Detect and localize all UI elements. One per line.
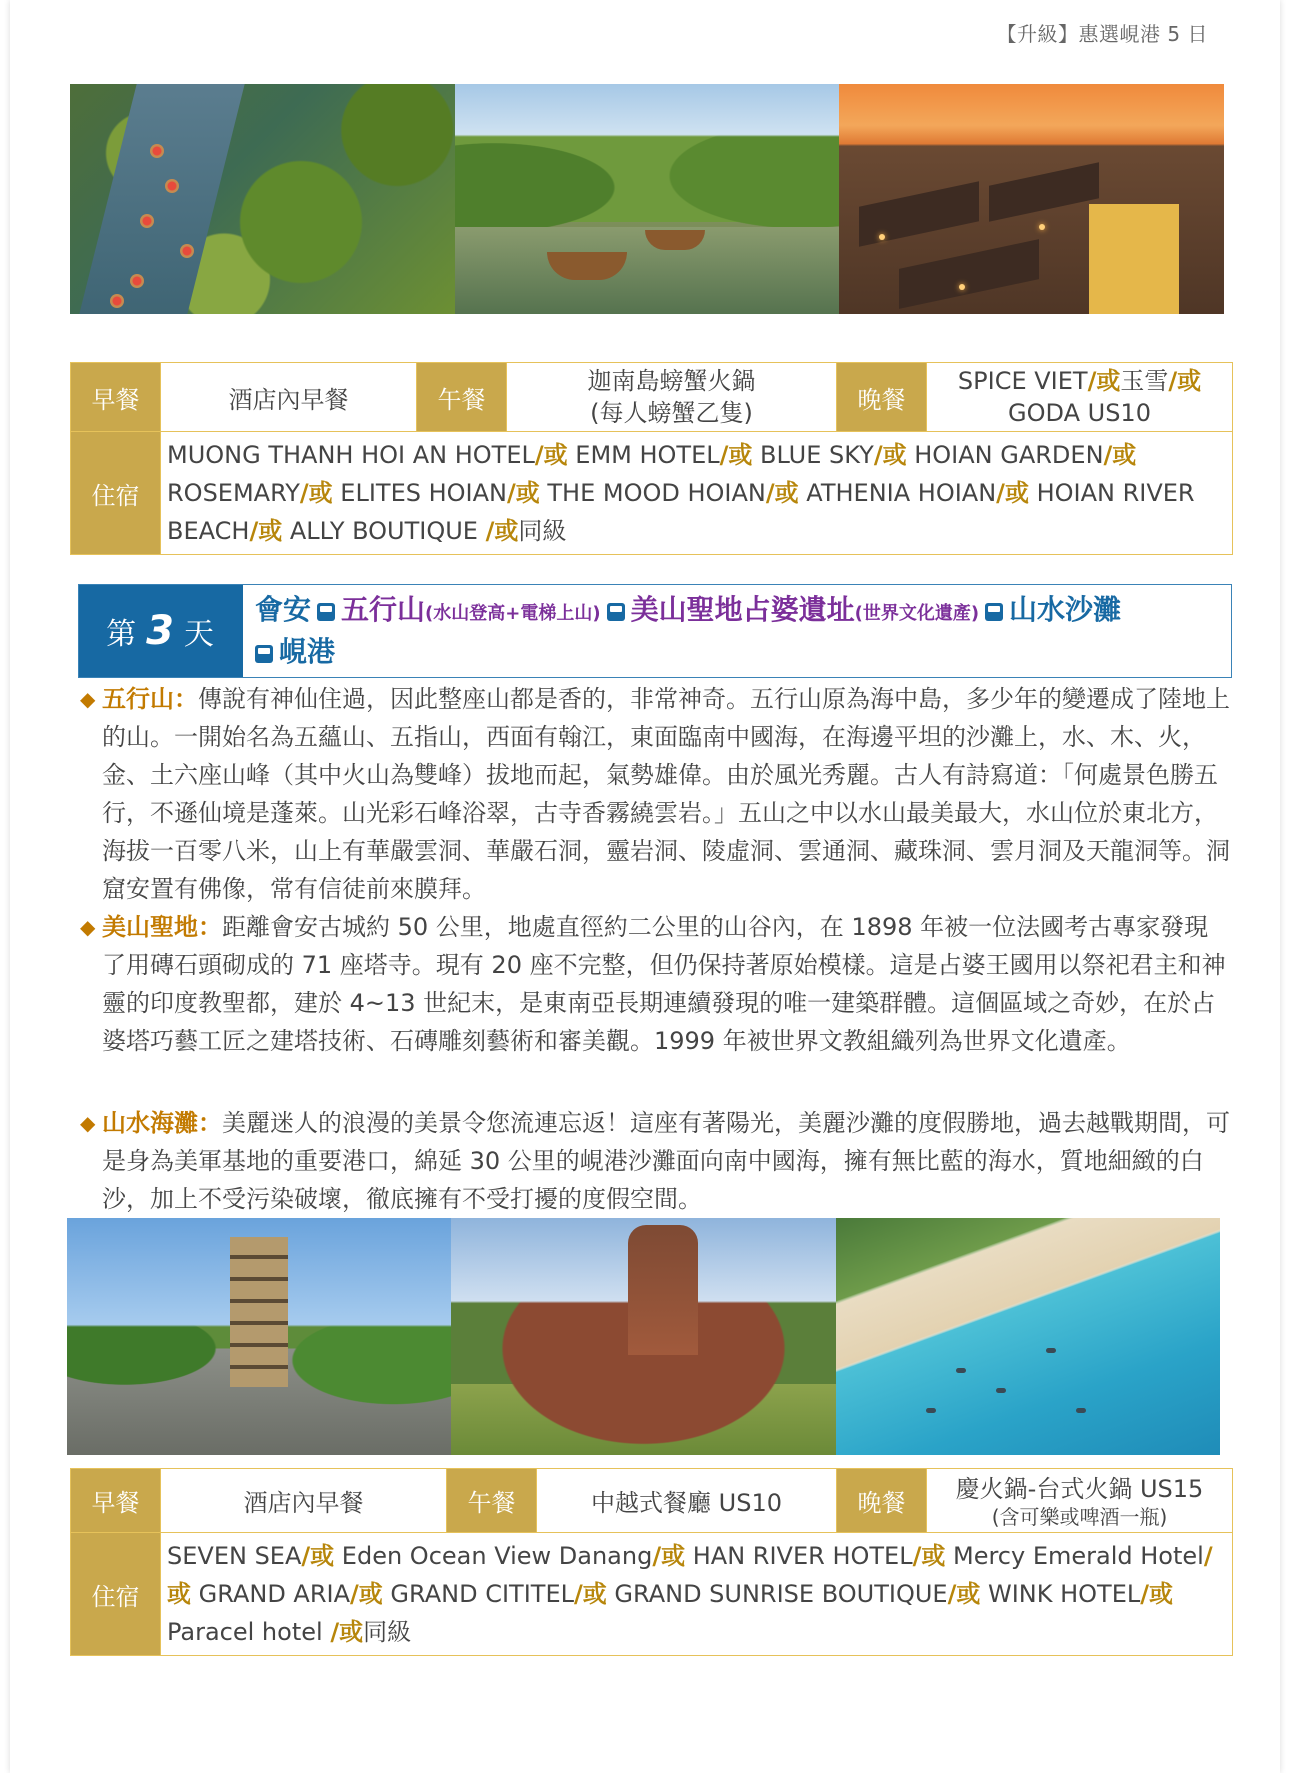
accommodation-list: MUONG THANH HOI AN HOTEL/或 EMM HOTEL/或 BLUE SKY/或 HOIAN GARDEN/或 ROSEMARY/或 ELITES HOIAN/或 THE MOOD HOIAN/或 ATHENIA HOIAN/或 HOIAN RIVER BEACH/或 ALLY BOUTIQUE /或同級 [161, 432, 1233, 555]
dinner-value: 慶火鍋-台式火鍋 US15 (含可樂或啤酒一瓶) [927, 1469, 1233, 1533]
stay-label: 住宿 [71, 1533, 161, 1656]
document-header: 【升級】惠選峴港 5 日 [996, 22, 1208, 46]
description-beach: ◆ 山水海灘：美麗迷人的浪漫的美景令您流連忘返！這座有著陽光，美麗沙灘的度假勝地，過去越戰期間，可是身為美軍基地的重要港口，綿延 30 公里的峴港沙灘面向南中國海，擁有無比藍的海水，質地細緻的白沙，加上不受污染破壞，徹底擁有不受打擾的度假空間。 [80, 1104, 1232, 1218]
breakfast-label: 早餐 [71, 1469, 161, 1533]
meal-table-day3 [70, 1468, 1233, 1656]
hoian-old-town-photo [839, 84, 1224, 314]
day-number-badge: 第 3 天 [79, 585, 243, 677]
bottom-photo-strip [67, 1218, 1220, 1455]
dinner-value: SPICE VIET/或玉雪/或 GODA US10 [927, 363, 1233, 432]
accommodation-list: SEVEN SEA/或 Eden Ocean View Danang/或 HAN RIVER HOTEL/或 Mercy Emerald Hotel/或 GRAND ARIA/或 GRAND CITITEL/或 GRAND SUNRISE BOUTIQUE/或 WINK HOTEL/或 Paracel hotel /或同級 [161, 1533, 1233, 1656]
day-route-title: 會安 五行山(水山登高+電梯上山) 美山聖地占婆遺址(世界文化遺產) 山水沙灘 峴港 [255, 593, 1122, 668]
description-my-son: ◆ 美山聖地：距離會安古城約 50 公里，地處直徑約二公里的山谷內，在 1898 年被一位法國考古專家發現了用磚石頭砌成的 71 座塔寺。現有 20 座不完整，但仍保持著原始模樣。這是占婆王國用以祭祀君主和神靈的印度教聖都，建於 4~13 世紀末，是東南亞長期連續發現的唯一建築群體。這個區域之奇妙，在於占婆塔巧藝工匠之建塔技術、石磚雕刻藝術和審美觀。1999 年被世界文教組織列為世界文化遺產。 [80, 908, 1232, 1060]
lunch-label: 午餐 [417, 363, 507, 432]
mangrove-coconut-forest-photo [70, 84, 455, 314]
breakfast-value: 酒店內早餐 [161, 1469, 447, 1533]
day-3-header [78, 584, 1232, 678]
document-page [10, 0, 1280, 1773]
beach-aerial-photo [836, 1218, 1220, 1455]
top-photo-strip [70, 84, 1224, 314]
dinner-label: 晚餐 [837, 1469, 927, 1533]
bus-icon [607, 603, 625, 621]
lunch-value: 中越式餐廳 US10 [537, 1469, 837, 1533]
bus-icon [985, 603, 1003, 621]
bus-icon [317, 603, 335, 621]
description-marble-mountains: ◆ 五行山：傳說有神仙住過，因此整座山都是香的，非常神奇。五行山原為海中島，多少年的變遷成了陸地上的山。一開始名為五蘊山、五指山，西面有翰江，東面臨南中國海，在海邊平坦的沙灘上，水、木、火，金、土六座山峰（其中火山為雙峰）拔地而起，氣勢雄偉。由於風光秀麗。古人有詩寫道：「何處景色勝五行，不遜仙境是蓬萊。山光彩石峰浴翠，古寺香霧繞雲岩。」五山之中以水山最美最大，水山位於東北方，海拔一百零八米，山上有華嚴雲洞、華嚴石洞，靈岩洞、陵虛洞、雲通洞、藏珠洞、雲月洞及天龍洞等。洞窟安置有佛像，常有信徒前來膜拜。 [80, 680, 1232, 908]
bus-icon [255, 645, 273, 663]
meal-table-day2 [70, 362, 1233, 555]
my-son-sanctuary-photo [451, 1218, 835, 1455]
breakfast-label: 早餐 [71, 363, 161, 432]
dinner-label: 晚餐 [837, 363, 927, 432]
stay-label: 住宿 [71, 432, 161, 555]
breakfast-value: 酒店內早餐 [161, 363, 417, 432]
diamond-bullet-icon: ◆ [80, 915, 96, 939]
basket-boat-canal-photo [455, 84, 840, 314]
lunch-value: 迦南島螃蟹火鍋 (每人螃蟹乙隻) [507, 363, 837, 432]
lunch-label: 午餐 [447, 1469, 537, 1533]
diamond-bullet-icon: ◆ [80, 687, 96, 711]
diamond-bullet-icon: ◆ [80, 1111, 96, 1135]
marble-mountain-pagoda-photo [67, 1218, 451, 1455]
